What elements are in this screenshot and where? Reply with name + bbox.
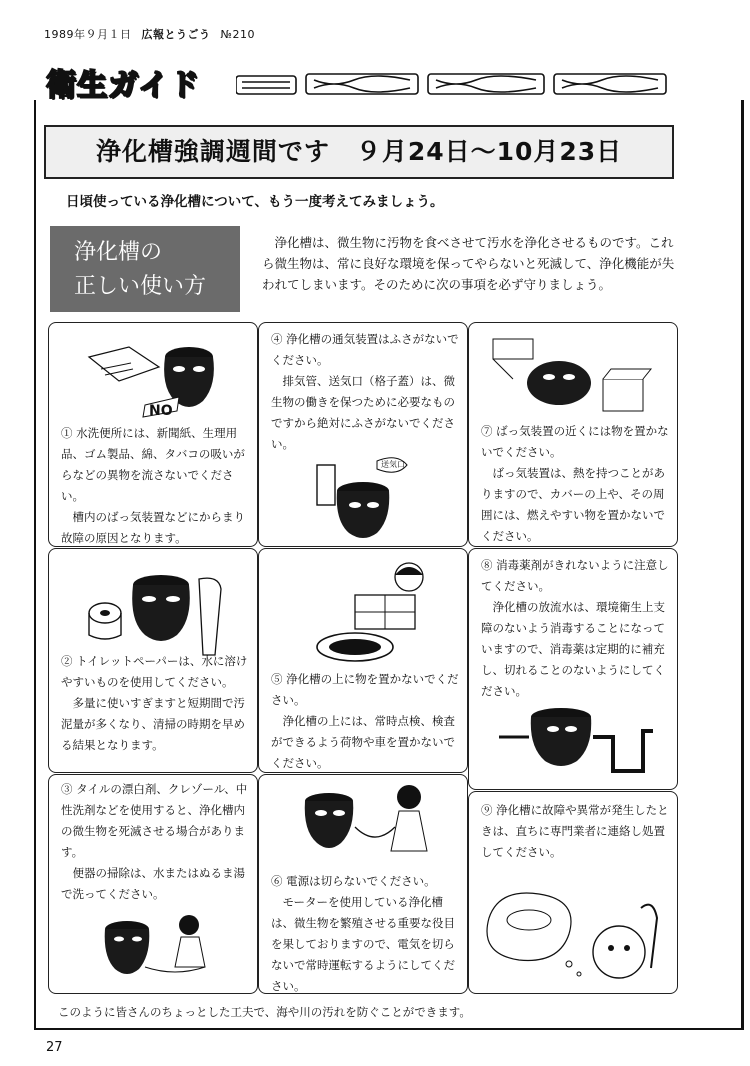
item-9-head: ⑨ 浄化槽に故障や異常が発生したときは、直ちに専門業者に連絡し処置してください。 — [481, 803, 669, 859]
vent-label-text: 送気口 — [381, 460, 405, 469]
masthead — [44, 26, 255, 42]
item-card-4 — [258, 322, 468, 547]
box-on-tank-illustration — [259, 555, 465, 677]
item-8-head: ⑧ 消毒薬剤がきれないように注意してください。 — [481, 558, 669, 593]
page-title: 浄化槽強調週間です ９月24日〜10月23日 — [44, 125, 674, 179]
item-7-head: ⑦ ばっ気装置の近くには物を置かないでください。 — [481, 424, 669, 459]
toilet-paper-illustration — [49, 559, 255, 659]
logo-decoration — [236, 70, 668, 98]
item-5-body: 浄化槽の上には、常時点検、検査ができるよう荷物や車を置かないでください。 — [271, 714, 455, 770]
issue-number: №210 — [220, 28, 255, 41]
vent-pipe-character-illustration — [259, 451, 465, 543]
footer-text: このように皆さんのちょっとした工夫で、海や川の汚れを防ぐことができます。 — [58, 1005, 471, 1019]
item-5-head: ⑤ 浄化槽の上に物を置かないでください。 — [271, 672, 459, 707]
power-cord-illustration — [259, 779, 465, 869]
cleaning-person-illustration — [49, 907, 255, 989]
series-logo: 衛生ガイド — [46, 68, 201, 103]
tank-character-refusing-illustration — [49, 327, 255, 423]
item-card-7 — [468, 322, 678, 547]
item-card-9 — [468, 791, 678, 994]
aeration-device-illustration — [469, 329, 675, 421]
item-card-5 — [258, 548, 468, 773]
section-heading-line1: 浄化槽の — [74, 240, 163, 265]
item-card-6 — [258, 774, 468, 994]
item-3-head: ③ タイルの漂白剤、クレゾール、中性洗剤などを使用すると、浄化槽内の微生物を死滅させる場合があります。 — [61, 782, 248, 859]
item-3-body: 便器の掃除は、水またはぬるま湯で洗ってください。 — [61, 866, 245, 901]
intro-paragraph: 浄化槽は、微生物に汚物を食べさせて汚水を浄化させるものです。これら微生物は、常に良好な環境を保ってやらないと死滅して、浄化機能が失われてしまいます。そのために次の事項を必ず守りましょう。 — [262, 235, 675, 292]
telephone-repair-illustration — [469, 878, 675, 988]
lead-text: 日頃使っている浄化槽について、もう一度考えてみましょう。 — [66, 194, 444, 210]
item-4-head: ④ 浄化槽の通気装置はふさがないでください。 — [271, 332, 459, 367]
issue-date: 1989年９月１日 — [44, 28, 132, 41]
item-4-body: 排気管、送気口（格子蓋）は、微生物の働きを保つために必要なものですから絶対にふさがないでください。 — [271, 374, 455, 451]
outflow-pipe-illustration — [469, 697, 675, 789]
no-sign-text: NO — [149, 403, 173, 419]
item-card-8 — [468, 548, 678, 790]
item-card-1 — [48, 322, 258, 547]
section-heading — [50, 226, 240, 312]
item-card-3 — [48, 774, 258, 994]
item-1-body: 槽内のばっ気装置などにからまり故障の原因となります。 — [61, 510, 245, 545]
publication-name: 広報とうごう — [141, 28, 211, 41]
item-1-head: ① 水洗便所には、新聞紙、生理用品、ゴム製品、綿、タバコの吸いがらなどの異物を流さないでください。 — [61, 426, 245, 503]
item-card-2 — [48, 548, 258, 773]
page-number: 27 — [46, 1040, 63, 1055]
item-6-body: モーターを使用している浄化槽は、微生物を繁殖させる重要な役目を果しておりますので、電気を切らないで常時運転するようにしてください。 — [271, 895, 455, 993]
section-heading-line2: 正しい使い方 — [74, 274, 207, 299]
item-2-body: 多量に使いすぎますと短期間で汚泥量が多くなり、清掃の時期を早める結果となります。 — [61, 696, 245, 752]
item-2-head: ② トイレットペーパーは、水に溶けやすいものを使用してください。 — [61, 654, 248, 689]
item-7-body: ばっ気装置は、熱を持つことがありますので、カバーの上や、その周囲には、燃えやすい物を置かないでください。 — [481, 466, 665, 543]
item-8-body: 浄化槽の放流水は、環境衛生上支障のないよう消毒することになっていますので、消毒薬は定期的に補充し、切れることのないようにしてください。 — [481, 600, 665, 698]
item-6-head: ⑥ 電源は切らないでください。 — [271, 874, 436, 888]
